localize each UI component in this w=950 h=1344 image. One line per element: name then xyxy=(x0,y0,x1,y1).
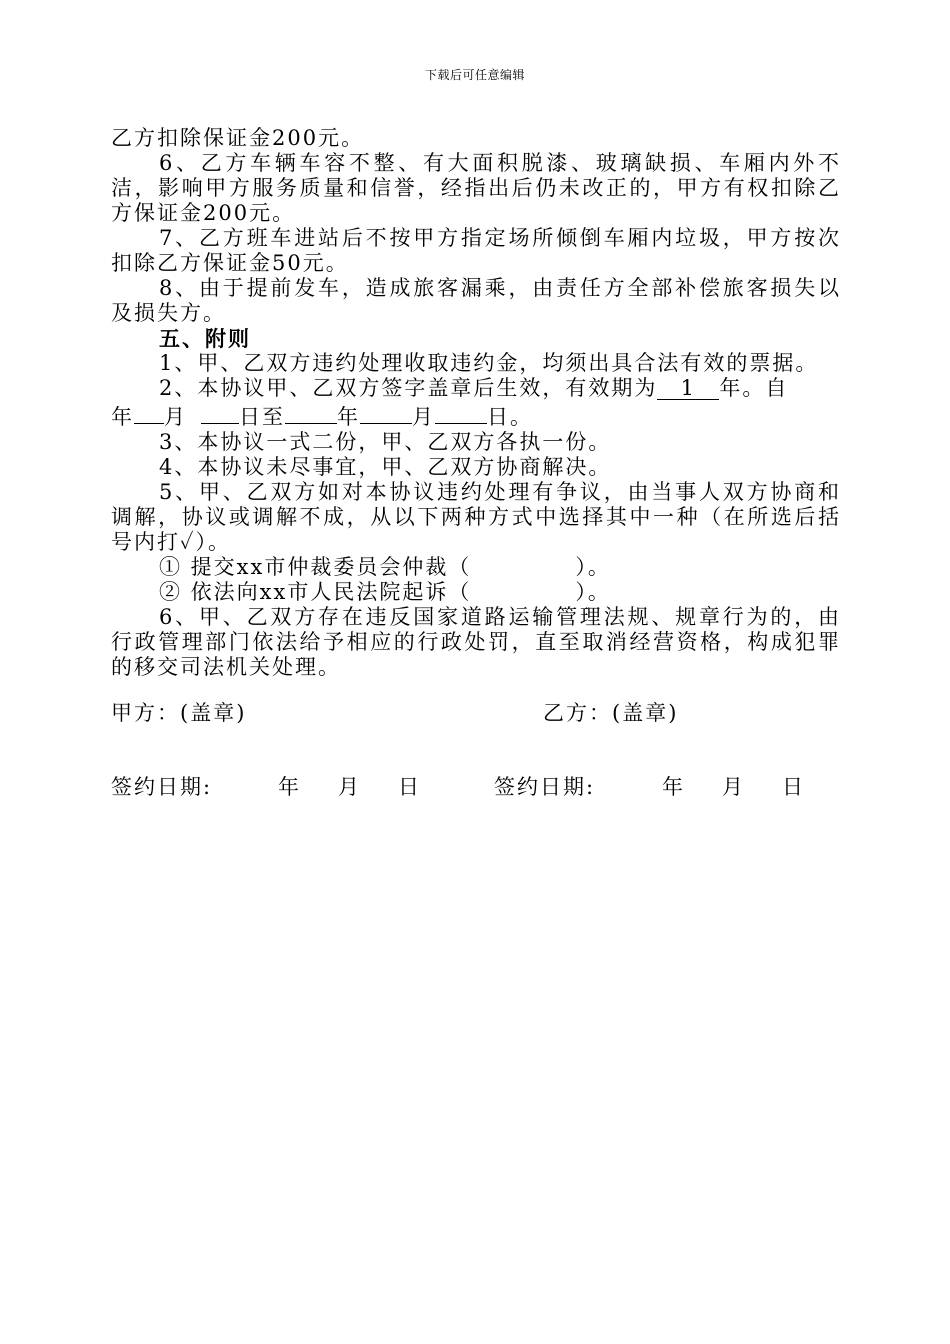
option-2-text: ② 依法向xx市人民法院起诉（ xyxy=(159,580,472,604)
clause-8: 8、由于提前发车，造成旅客漏乘，由责任方全部补偿旅客损失以及损失方。 xyxy=(111,276,841,325)
clause-6: 6、乙方车辆车容不整、有大面积脱漆、玻璃缺损、车厢内外不洁，影响甲方服务质量和信誉，经指出后仍未改正的，甲方有权扣除乙方保证金200元。 xyxy=(111,151,841,225)
contract-body xyxy=(111,126,841,680)
item2-prefix: 2、本协议甲、乙双方签字盖章后生效，有效期为 xyxy=(159,376,658,400)
start-day-blank xyxy=(201,401,239,424)
year-char: 年 xyxy=(111,405,134,429)
start-month-blank xyxy=(134,401,164,424)
item2-mid: 年。自 xyxy=(719,376,789,400)
option-1-text: ① 提交xx市仲裁委员会仲裁（ xyxy=(159,555,472,579)
appendix-item-6: 6、甲、乙双方存在违反国家道路运输管理法规、规章行为的，由行政管理部门依法给予相应的行政处罚，直至取消经营资格，构成犯罪的移交司法机关处理。 xyxy=(111,605,841,679)
section-heading-appendix: 五、附则 xyxy=(159,326,251,351)
validity-years-blank: 1 xyxy=(657,377,719,400)
end-month-blank xyxy=(360,401,412,424)
party-a-year: 年 xyxy=(278,775,299,799)
appendix-item-3: 3、本协议一式二份，甲、乙双方各执一份。 xyxy=(159,430,612,454)
party-a-month: 月 xyxy=(338,775,359,799)
end-day-char: 日。 xyxy=(487,405,533,429)
dispute-option-1 xyxy=(111,555,841,580)
party-b-seal-label: 乙方：(盖章) xyxy=(543,701,679,725)
date-range-line xyxy=(111,401,533,430)
clause-7: 7、乙方班车进站后不按甲方指定场所倾倒车厢内垃圾，甲方按次扣除乙方保证金50元。 xyxy=(111,226,841,275)
appendix-item-1: 1、甲、乙双方违约处理收取违约金，均须出具合法有效的票据。 xyxy=(159,351,819,375)
end-day-blank xyxy=(435,401,487,424)
day-to-char: 日至 xyxy=(239,405,285,429)
party-b-year: 年 xyxy=(662,775,683,799)
clause-5-tail: 乙方扣除保证金200元。 xyxy=(111,126,365,150)
end-year-char: 年 xyxy=(337,405,360,429)
party-b-month: 月 xyxy=(722,775,743,799)
appendix-item-4: 4、本协议未尽事宜，甲、乙双方协商解决。 xyxy=(159,455,612,479)
party-b-date-label: 签约日期: xyxy=(494,775,596,799)
end-month-char: 月 xyxy=(412,405,435,429)
appendix-item-2 xyxy=(111,376,841,430)
end-year-blank xyxy=(285,401,337,424)
page-header-note: 下载后可任意编辑 xyxy=(424,68,525,82)
party-a-seal-label: 甲方：(盖章) xyxy=(111,701,247,725)
month-char: 月 xyxy=(164,405,187,429)
option-2-close: ）。 xyxy=(575,580,611,604)
party-a-day: 日 xyxy=(398,775,419,799)
party-a-date-label: 签约日期: xyxy=(111,775,213,799)
appendix-item-5: 5、甲、乙双方如对本协议违约处理有争议，由当事人双方协商和调解，协议或调解不成，从以下两种方式中选择其中一种（在所选后括号内打✓）。 xyxy=(111,480,841,554)
party-b-day: 日 xyxy=(782,775,803,799)
option-1-close: ）。 xyxy=(575,555,611,579)
dispute-option-2 xyxy=(111,580,841,605)
